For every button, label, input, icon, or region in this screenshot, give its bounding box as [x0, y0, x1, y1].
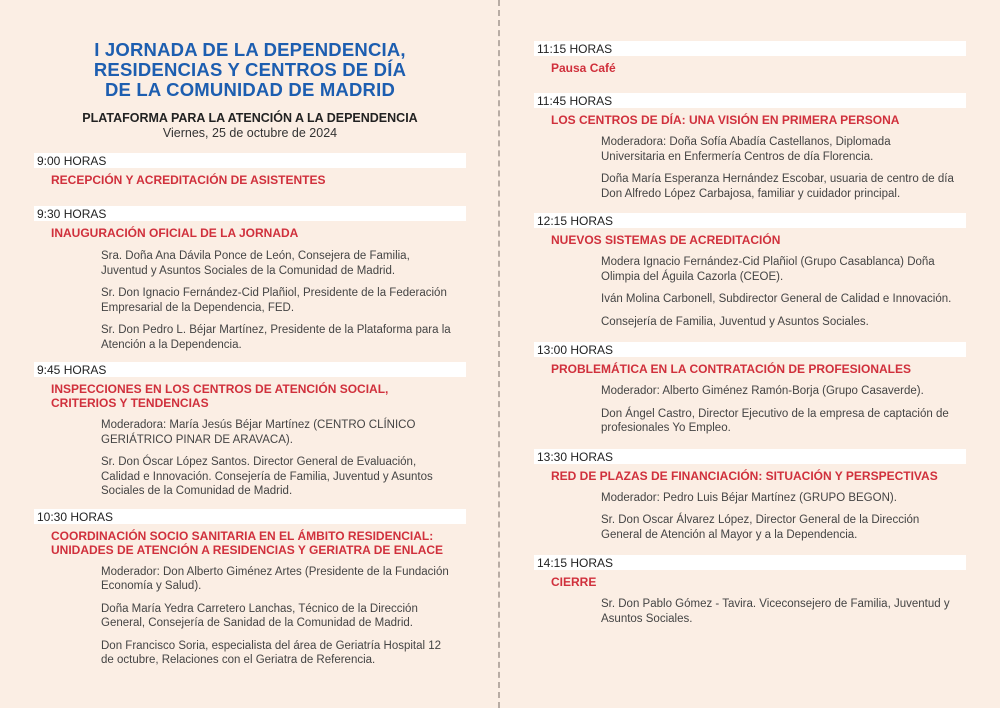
schedule-slot	[534, 41, 966, 75]
speaker: Sr. Don Pablo Gómez - Tavira. Viceconsejero de Familia, Juventud y Asuntos Sociales.	[601, 598, 950, 625]
event-title-line: DE LA COMUNIDAD DE MADRID	[104, 79, 396, 100]
slot-time: 11:45 HORAS	[534, 93, 966, 108]
slot-time: 9:30 HORAS	[34, 206, 466, 221]
speaker: Don Francisco Soria, especialista del área de Geriatría Hospital 12 de octubre, Relaciones con el Geriatra de Referencia.	[101, 639, 442, 666]
slot-time: 12:15 HORAS	[534, 213, 966, 228]
event-title	[34, 40, 466, 100]
slot-time: 9:00 HORAS	[34, 153, 466, 168]
event-title-line: I JORNADA DE LA DEPENDENCIA,	[94, 39, 406, 60]
session-title: INSPECCIONES EN LOS CENTROS DE ATENCIÓN SOCIAL, CRITERIOS Y TENDENCIAS	[51, 382, 389, 410]
slot-time: 14:15 HORAS	[534, 555, 966, 570]
schedule-slot	[34, 153, 466, 187]
speaker: Moderadora: María Jesús Béjar Martínez (CENTRO CLÍNICO GERIÁTRICO PINAR DE ARAVACA).	[101, 419, 416, 446]
speaker: Sr. Don Oscar Álvarez López, Director General de la Dirección General de Atención al Mayor y a la Dependencia.	[601, 514, 920, 541]
speaker: Sra. Doña Ana Dávila Ponce de León, Consejera de Familia, Juventud y Asuntos Sociales de la Comunidad de Madrid.	[101, 250, 410, 277]
event-date: Viernes, 25 de octubre de 2024	[162, 126, 338, 140]
session-title: RECEPCIÓN Y ACREDITACIÓN DE ASISTENTES	[51, 173, 326, 187]
speaker: Moderador: Don Alberto Giménez Artes (Presidente de la Fundación Economía y Salud).	[101, 565, 449, 592]
session-title: PROBLEMÁTICA EN LA CONTRATACIÓN DE PROFESIONALES	[551, 362, 911, 376]
speaker: Sr. Don Ignacio Fernández-Cid Plañiol, Presidente de la Federación Empresarial de la Dependencia, FED.	[101, 287, 447, 314]
session-title: RED DE PLAZAS DE FINANCIACIÓN: SITUACIÓN Y PERSPECTIVAS	[551, 468, 938, 483]
schedule-slot	[534, 555, 966, 626]
speaker: Consejería de Familia, Juventud y Asuntos Sociales.	[601, 315, 869, 328]
schedule-slot	[34, 362, 466, 499]
speaker: Iván Molina Carbonell, Subdirector General de Calidad e Innovación.	[601, 293, 952, 305]
speaker: Sr. Don Óscar López Santos. Director General de Evaluación, Calidad e Innovación. Consejería de Familia, Juventud y Asuntos Sociales de la Comunidad de Madrid.	[101, 456, 433, 497]
speaker: Don Ángel Castro, Director Ejecutivo de la empresa de captación de profesionales Yo Empleo.	[601, 407, 949, 434]
schedule-slot	[34, 206, 466, 352]
schedule-slot	[534, 342, 966, 436]
left-column	[34, 0, 466, 668]
speaker: Sr. Don Pedro L. Béjar Martínez, Presidente de la Plataforma para la Atención a la Dependencia.	[101, 324, 451, 351]
session-title: COORDINACIÓN SOCIO SANITARIA EN EL ÁMBITO RESIDENCIAL: UNIDADES DE ATENCIÓN A RESIDENCIAS Y GERIATRA DE ENLACE	[51, 528, 444, 557]
slot-time: 11:15 HORAS	[534, 41, 966, 56]
schedule-slot	[34, 509, 466, 668]
schedule-slot	[534, 213, 966, 329]
session-title: INAUGURACIÓN OFICIAL DE LA JORNADA	[51, 226, 299, 240]
schedule-slot	[534, 449, 966, 543]
speaker: Modera Ignacio Fernández-Cid Plañiol (Grupo Casablanca) Doña Olimpia del Águila Cazorla (CEOE).	[601, 256, 935, 283]
session-title: Pausa Café	[551, 61, 616, 75]
session-title: LOS CENTROS DE DÍA: UNA VISIÓN EN PRIMERA PERSONA	[551, 113, 900, 127]
slot-time: 9:45 HORAS	[34, 362, 466, 377]
slot-time: 13:30 HORAS	[534, 449, 966, 464]
column-divider	[498, 0, 500, 708]
slot-time: 10:30 HORAS	[34, 509, 466, 524]
speaker: Moderador: Alberto Giménez Ramón-Borja (Grupo Casaverde).	[601, 385, 924, 397]
slot-time: 13:00 HORAS	[534, 342, 966, 357]
session-title: CIERRE	[551, 575, 597, 589]
right-column	[534, 41, 966, 626]
header	[34, 40, 466, 141]
session-title: NUEVOS SISTEMAS DE ACREDITACIÓN	[551, 233, 781, 247]
speaker: Doña María Esperanza Hernández Escobar, usuaria de centro de día Don Alfredo López Carbajosa, familiar y cuidador principal.	[601, 173, 954, 200]
schedule-slot	[534, 93, 966, 201]
speaker: Moderadora: Doña Sofía Abadía Castellanos, Diplomada Universitaria en Enfermería Centros de día Florencia.	[601, 136, 891, 163]
organizer-subtitle: PLATAFORMA PARA LA ATENCIÓN A LA DEPENDENCIA	[82, 111, 418, 125]
speaker: Doña María Yedra Carretero Lanchas, Técnico de la Dirección General, Consejería de Sanidad de la Comunidad de Madrid.	[101, 602, 418, 629]
speaker: Moderador: Pedro Luis Béjar Martínez (GRUPO BEGON).	[601, 491, 897, 504]
event-title-line: RESIDENCIAS Y CENTROS DE DÍA	[93, 59, 407, 80]
